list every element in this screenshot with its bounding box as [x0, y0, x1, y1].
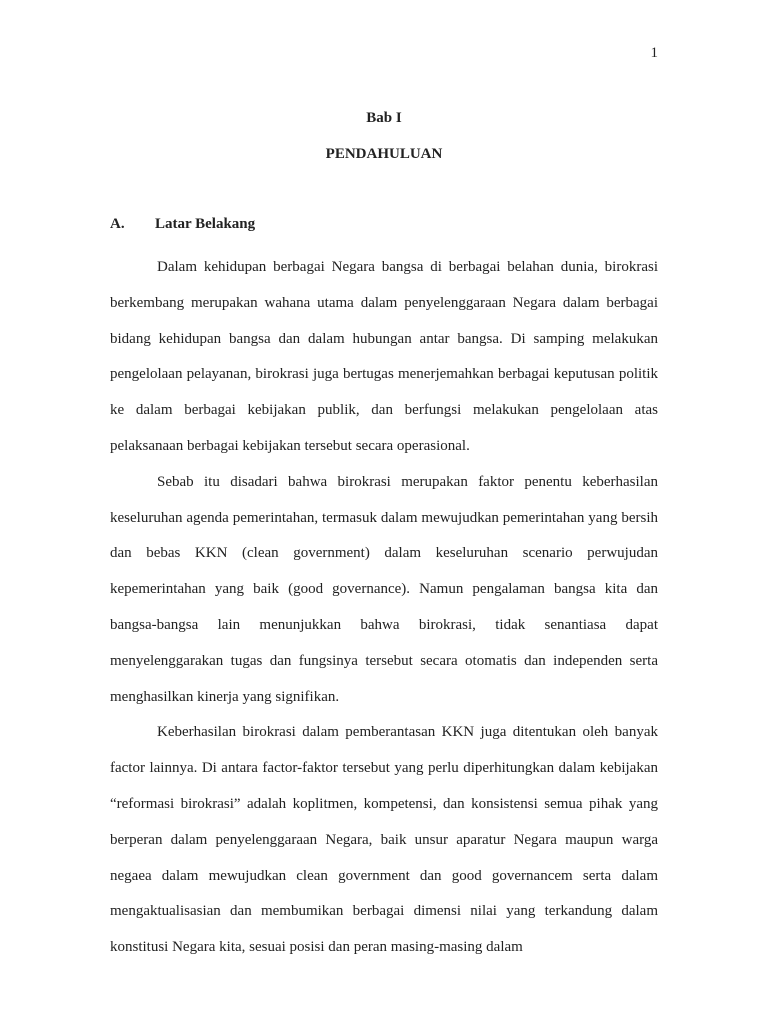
paragraph: Sebab itu disadari bahwa birokrasi merupakan faktor penentu keberhasilan keseluruhan agenda pemerintahan, termasuk dalam mewujudkan pemerintahan yang bersih dan bebas KKN (clean government) dalam keseluruhan scenario perwujudan kepemerintahan yang baik (good governance). Namun pengalaman bangsa kita dan bangsa-bangsa lain menunjukkan bahwa birokrasi, tidak senantiasa dapat menyelenggarakan tugas dan fungsinya tersebut secara otomatis dan independen serta menghasilkan kinerja yang signifikan. [110, 473, 658, 705]
section-letter: A. [110, 216, 125, 232]
paragraph: Dalam kehidupan berbagai Negara bangsa di berbagai belahan dunia, birokrasi berkembang merupakan wahana utama dalam penyelenggaraan Negara dalam berbagai bidang kehidupan bangsa dan dalam hubungan antar bangsa. Di samping melakukan pengelolaan pelayanan, birokrasi juga bertugas menerjemahkan berbagai keputusan politik ke dalam berbagai kebijakan publik, dan berfungsi melakukan pengelolaan atas pelaksanaan berbagai kebijakan tersebut secara operasional. [110, 259, 658, 454]
body-text [110, 250, 658, 966]
section-title: Latar Belakang [155, 216, 256, 232]
chapter-label: Bab I [366, 110, 402, 126]
chapter-title: PENDAHULUAN [325, 146, 443, 162]
paragraph: Keberhasilan birokrasi dalam pemberantasan KKN juga ditentukan oleh banyak factor lainnya. Di antara factor-faktor tersebut yang perlu diperhitungkan dalam kebijakan “reformasi birokrasi” adalah koplitmen, kompetensi, dan konsistensi semua pihak yang berperan dalam penyelenggaraan Negara, baik unsur aparatur Negara maupun warga negaea dalam mewujudkan clean government dan good governancem serta dalam mengaktualisasian dan membumikan berbagai dimensi nilai yang terkandung dalam konstitusi Negara kita, sesuai posisi dan peran masing-masing dalam [110, 724, 658, 956]
section-heading [110, 216, 255, 233]
page-number: 1 [650, 45, 658, 61]
